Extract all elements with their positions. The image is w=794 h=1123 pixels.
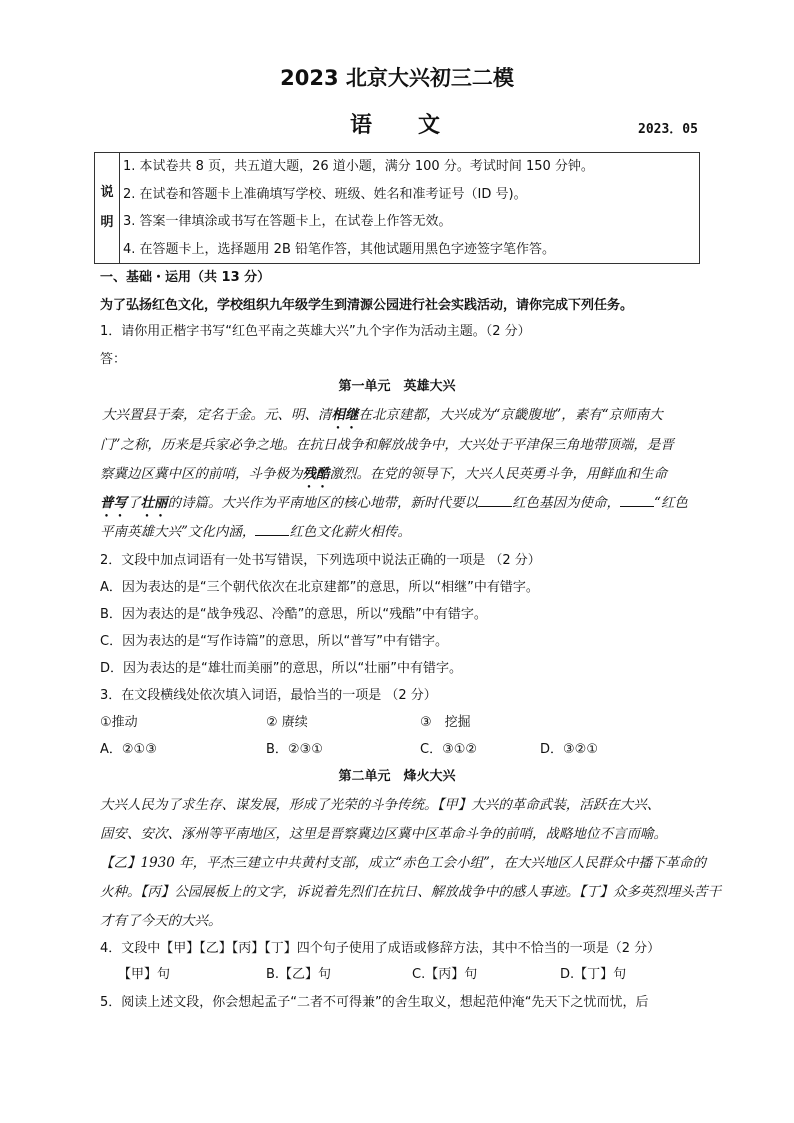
question-3: 3．在文段横线处依次填入词语，最恰当的一项是 （2 分）	[100, 688, 437, 703]
unit-1-text: 红色文化薪火相传。	[289, 524, 411, 540]
instructions-label	[95, 153, 120, 263]
q2-option-c: C．因为表达的是“写作诗篇”的意思，所以“普写”中有错字。	[100, 634, 449, 649]
q3-option-d: D．③②①	[540, 742, 598, 757]
subject-title: 语文	[350, 113, 487, 138]
question-2: 2．文段中加点词语有一处书写错误，下列选项中说法正确的一项是 （2 分）	[100, 553, 541, 568]
instructions-box	[94, 152, 700, 264]
unit-2-line-1: 大兴人民为了求生存、谋发展，形成了光荣的斗争传统。【甲】大兴的革命武装，活跃在大兴、	[100, 797, 661, 813]
instruction-item-3: 3. 答案一律填涂或书写在答题卡上，在试卷上作答无效。	[123, 214, 452, 229]
q4-option-a: 【甲】句	[118, 967, 171, 982]
instructions-label-char-1: 说	[100, 185, 114, 200]
unit-1-text: 激烈。在党的领导下，大兴人民英勇斗争，用鲜血和生命	[329, 466, 667, 482]
q3-option-c: C．③①②	[420, 742, 478, 757]
section-heading: 一、基础・运用（共 13 分）	[100, 270, 271, 285]
unit-1-line-1	[100, 403, 663, 432]
fill-blank-3	[255, 523, 289, 536]
q2-option-b: B．因为表达的是“战争残忍、冷酷”的意思，所以“残酷”中有错字。	[100, 607, 487, 622]
instruction-item-4: 4. 在答题卡上，选择题用 2B 铅笔作答，其他试题用黑色字迹签字笔作答。	[123, 242, 555, 257]
unit-1-text: 平南英雄大兴”文化内涵，	[100, 524, 256, 540]
q4-option-b: B.【乙】句	[266, 967, 332, 982]
dotted-word-xiangji: 相继	[331, 407, 359, 423]
document-title: 2023 北京大兴初三二模	[280, 66, 514, 90]
dotted-word-puxie: 普写	[100, 495, 127, 511]
q3-option-a: A．②①③	[100, 742, 157, 757]
q3-word-1: ①推动	[100, 715, 138, 730]
instruction-item-1: 1. 本试卷共 8 页，共五道大题，26 道小题，满分 100 分。考试时间 150 分钟。	[123, 159, 594, 174]
question-5: 5．阅读上述文段，你会想起孟子“二者不可得兼”的舍生取义，想起范仲淹“先天下之忧而忧，后	[100, 995, 649, 1010]
fill-blank-1	[478, 494, 512, 507]
unit-1-line-2: 门”之称，历来是兵家必争之地。在抗日战争和解放战争中，大兴处于平津保三角地带顶端，是晋	[100, 437, 674, 453]
q2-option-a: A．因为表达的是“三个朝代依次在北京建都”的意思，所以“相继”中有错字。	[100, 580, 539, 595]
instruction-item-2: 2. 在试卷和答题卡上准确填写学校、班级、姓名和准考证号（ID 号)。	[123, 187, 527, 202]
unit-2-line-4: 火种。【丙】公园展板上的文字，诉说着先烈们在抗日、解放战争中的感人事迹。【丁】众多英烈埋头苦干	[100, 884, 721, 900]
unit-1-text: “红色	[654, 495, 688, 511]
dotted-word-canku: 残酷	[302, 466, 330, 482]
unit-1-title: 第一单元 英雄大兴	[338, 379, 456, 394]
dotted-word-zhuangli: 壮丽	[140, 495, 168, 511]
unit-2-line-5: 才有了今天的大兴。	[100, 913, 222, 929]
unit-2-line-3: 【乙】1930 年，平杰三建立中共黄村支部，成立“赤色工会小组”，在大兴地区人民群众中播下革命的	[100, 855, 706, 871]
answer-label: 答：	[100, 352, 127, 367]
q2-option-d: D．因为表达的是“雄壮而美丽”的意思，所以“壮丽”中有错字。	[100, 661, 462, 676]
unit-1-text: 红色基因为使命，	[512, 495, 620, 511]
q4-option-d: D.【丁】句	[560, 967, 627, 982]
q3-word-2: ② 赓续	[266, 715, 308, 730]
unit-1-text: 察冀边区冀中区的前哨，斗争极为	[100, 466, 303, 482]
unit-1-line-5	[100, 520, 411, 540]
q4-option-c: C.【丙】句	[412, 967, 478, 982]
section-intro: 为了弘扬红色文化，学校组织九年级学生到清源公园进行社会实践活动，请你完成下列任务。	[100, 298, 634, 313]
fill-blank-2	[620, 494, 654, 507]
unit-1-text: 了	[127, 495, 141, 511]
unit-1-text: 在北京建都，大兴成为“京畿腹地”，素有“京师南大	[358, 407, 663, 423]
unit-1-text: 大兴置县于秦，定名于金。元、明、清	[102, 407, 332, 423]
unit-1-line-4	[100, 491, 688, 520]
q3-word-3: ③ 挖掘	[420, 715, 471, 730]
q3-option-b: B．②③①	[266, 742, 323, 757]
instructions-label-char-2: 明	[100, 215, 114, 230]
unit-1-line-3	[100, 462, 667, 491]
unit-2-line-2: 固安、安次、涿州等平南地区，这里是晋察冀边区冀中区革命斗争的前哨，战略地位不言而喻。	[100, 826, 667, 842]
unit-1-text: 的诗篇。大兴作为平南地区的核心地带，新时代要以	[167, 495, 478, 511]
unit-2-title: 第二单元 烽火大兴	[338, 769, 456, 784]
exam-date: 2023．05	[638, 122, 698, 137]
question-1: 1．请你用正楷字书写“红色平南之英雄大兴”九个字作为活动主题。（2 分）	[100, 324, 531, 339]
question-4: 4．文段中【甲】【乙】【丙】【丁】四个句子使用了成语或修辞方法，其中不恰当的一项是（2 分）	[100, 941, 661, 956]
